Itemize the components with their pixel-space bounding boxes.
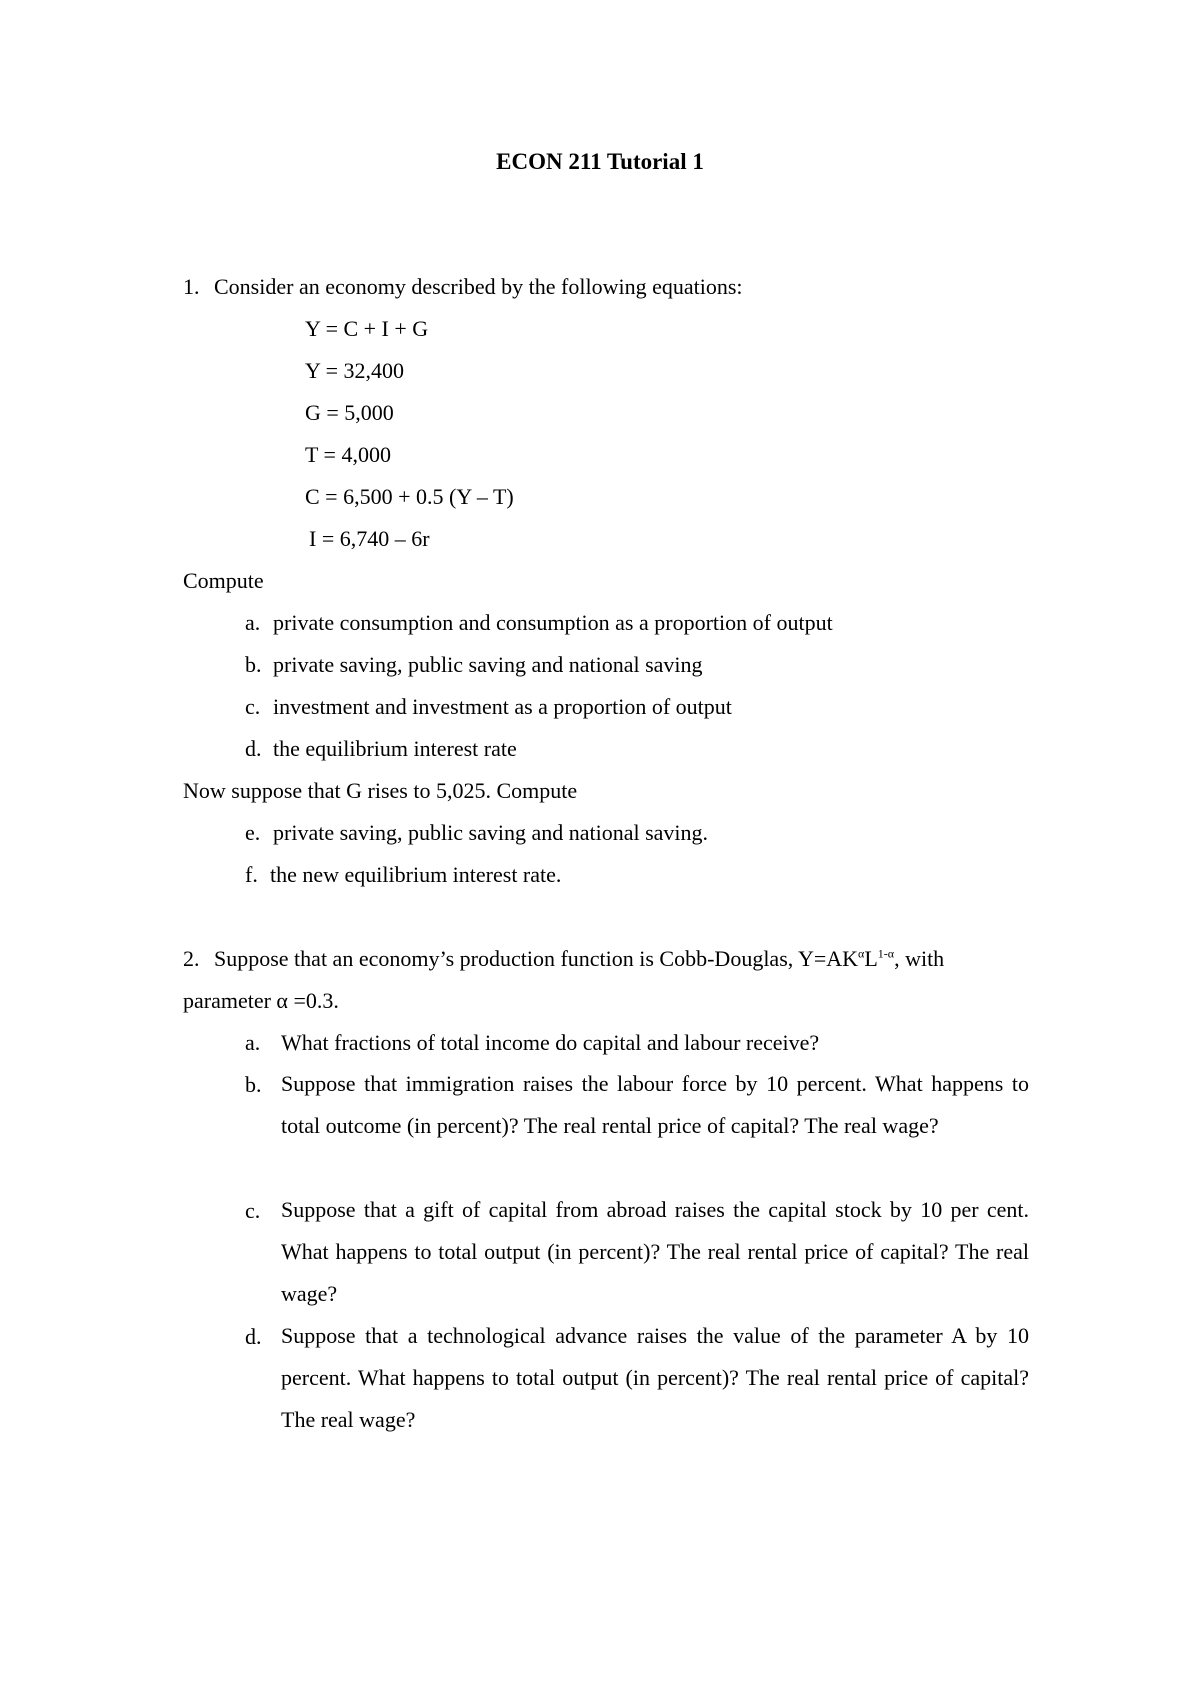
q2-item-a-letter: a. bbox=[245, 1030, 261, 1055]
alpha-exponent: α bbox=[858, 946, 865, 961]
q2-item-d-letter: d. bbox=[245, 1324, 262, 1349]
q2-item-b-text: Suppose that immigration raises the labour force by 10 percent. What happens to total outcome (in percent)? The real rental price of capital? The real wage? bbox=[281, 1071, 1029, 1138]
q1-item-e-letter: e. bbox=[245, 820, 261, 845]
q2-item-c-letter: c. bbox=[245, 1198, 261, 1223]
q1-compute-label: Compute bbox=[183, 568, 264, 593]
q1-intro: Consider an economy described by the following equations: bbox=[214, 274, 743, 299]
q2-intro-l: L bbox=[864, 946, 878, 971]
one-minus-alpha-exponent: 1-α bbox=[877, 946, 895, 961]
q1-item-a-letter: a. bbox=[245, 610, 261, 635]
q1-item-a-text: private consumption and consumption as a proportion of output bbox=[273, 610, 833, 635]
q1-item-f-letter: f. bbox=[245, 862, 258, 887]
q1-item-d-text: the equilibrium interest rate bbox=[273, 736, 517, 761]
q1-item-b-text: private saving, public saving and national saving bbox=[273, 652, 703, 677]
equation-identity: Y = C + I + G bbox=[305, 316, 429, 341]
equation-investment: I = 6,740 – 6r bbox=[309, 526, 430, 551]
q1-number: 1. bbox=[183, 274, 200, 299]
q2-intro bbox=[214, 948, 944, 970]
q1-item-c-text: investment and investment as a proportion of output bbox=[273, 694, 732, 719]
q1-now-suppose: Now suppose that G rises to 5,025. Compute bbox=[183, 778, 578, 803]
equation-output: Y = 32,400 bbox=[305, 358, 404, 383]
q2-number: 2. bbox=[183, 946, 200, 971]
q2-parameter-line: parameter α =0.3. bbox=[183, 988, 339, 1013]
q1-item-b-letter: b. bbox=[245, 652, 262, 677]
q2-item-c-text: Suppose that a gift of capital from abroad raises the capital stock by 10 per cent. What happens to total output (in percent)? The real rental price of capital? The real wage? bbox=[281, 1197, 1029, 1306]
equation-government: G = 5,000 bbox=[305, 400, 394, 425]
q1-item-d-letter: d. bbox=[245, 736, 262, 761]
document-title: ECON 211 Tutorial 1 bbox=[496, 149, 704, 174]
q1-item-c-letter: c. bbox=[245, 694, 261, 719]
q2-item-b-letter: b. bbox=[245, 1072, 262, 1097]
q2-intro-post: , with bbox=[894, 946, 945, 971]
equation-taxes: T = 4,000 bbox=[305, 442, 391, 467]
q2-intro-pre: Suppose that an economy’s production function is Cobb-Douglas, Y=AK bbox=[214, 946, 859, 971]
q1-item-e-text: private saving, public saving and national saving. bbox=[273, 820, 709, 845]
q2-item-a-text: What fractions of total income do capital and labour receive? bbox=[281, 1030, 820, 1055]
equation-consumption: C = 6,500 + 0.5 (Y – T) bbox=[305, 484, 514, 509]
q1-item-f-text: the new equilibrium interest rate. bbox=[270, 862, 562, 887]
q2-item-d-text: Suppose that a technological advance raises the value of the parameter A by 10 percent. What happens to total output (in percent)? The real rental price of capital? The real wage? bbox=[281, 1323, 1029, 1432]
